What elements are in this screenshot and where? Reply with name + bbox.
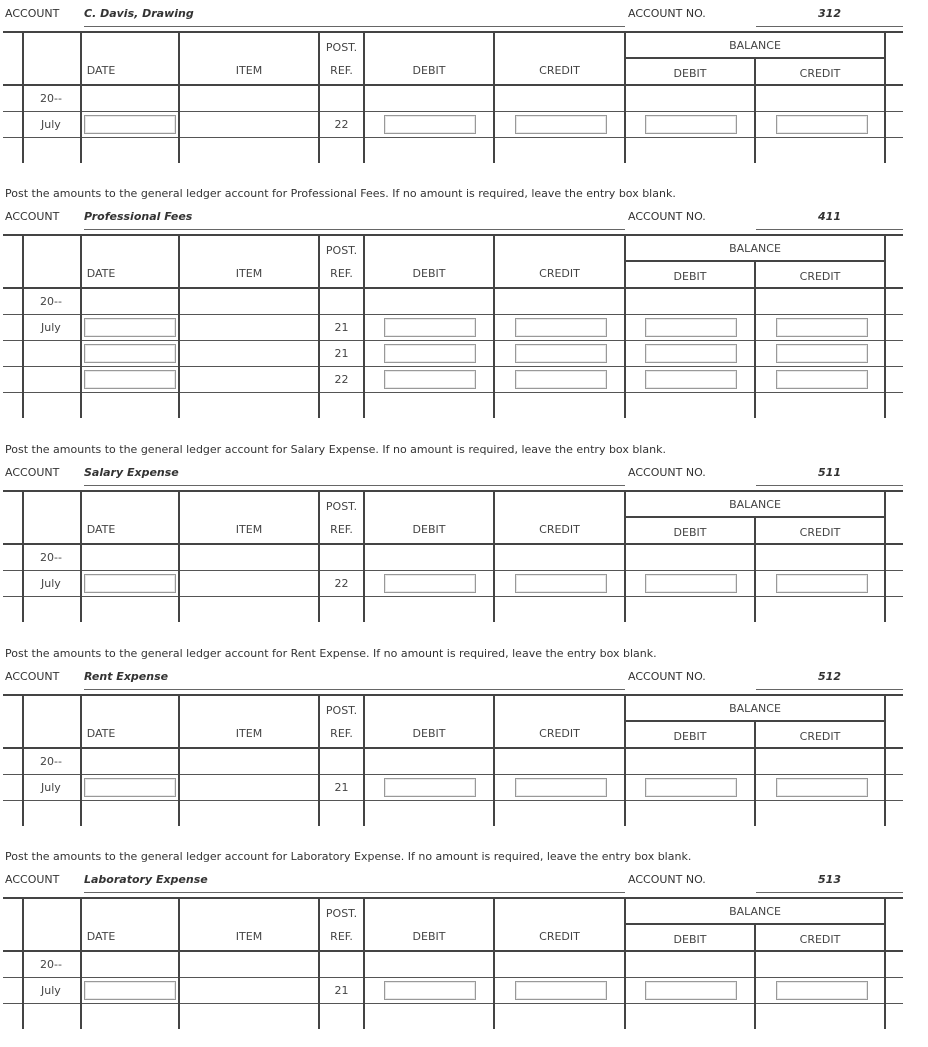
- account-name: Professional Fees: [84, 210, 193, 223]
- account-no-underline: [756, 892, 903, 893]
- account-label: ACCOUNT: [5, 466, 60, 479]
- account-label: ACCOUNT: [5, 210, 60, 223]
- account-label: ACCOUNT: [5, 873, 60, 886]
- account-number: 411: [818, 210, 841, 223]
- row-divider: [3, 111, 903, 112]
- header-item: ITEM: [235, 64, 263, 77]
- credit-input[interactable]: [515, 318, 607, 337]
- year-cell: 20--: [40, 755, 62, 768]
- instruction-text: Post the amounts to the general ledger account for Rent Expense. If no amount is required, leave the entry box blank.: [5, 647, 657, 660]
- header-bottom-border: [3, 84, 903, 86]
- header-debit: DEBIT: [412, 930, 446, 943]
- balance-debit-input[interactable]: [645, 574, 737, 593]
- col-divider: [178, 490, 180, 622]
- header-post: POST.: [325, 907, 358, 920]
- account-name-underline: [84, 485, 625, 486]
- header-ref: REF.: [330, 523, 353, 536]
- col-divider: [22, 490, 24, 622]
- table-top-border: [3, 490, 903, 492]
- header-balance: BALANCE: [729, 498, 781, 511]
- row-divider: [3, 314, 903, 315]
- account-no-underline: [756, 26, 903, 27]
- col-divider: [80, 897, 82, 1029]
- row-divider: [3, 340, 903, 341]
- balance-debit-input[interactable]: [645, 981, 737, 1000]
- col-divider: [80, 234, 82, 418]
- year-cell: 20--: [40, 958, 62, 971]
- header-date: DATE: [86, 727, 116, 740]
- day-input[interactable]: [84, 318, 176, 337]
- header-balance-credit: CREDIT: [799, 933, 841, 946]
- header-balance-credit: CREDIT: [799, 67, 841, 80]
- month-cell: July: [41, 118, 61, 131]
- post-ref-value: 21: [334, 347, 349, 360]
- col-divider: [178, 234, 180, 418]
- balance-debit-input[interactable]: [645, 370, 737, 389]
- header-balance: BALANCE: [729, 702, 781, 715]
- header-debit: DEBIT: [412, 523, 446, 536]
- col-divider: [624, 234, 626, 418]
- month-cell: July: [41, 321, 61, 334]
- post-ref-value: 22: [334, 577, 349, 590]
- header-balance: BALANCE: [729, 905, 781, 918]
- credit-input[interactable]: [515, 115, 607, 134]
- header-balance: BALANCE: [729, 39, 781, 52]
- col-divider: [80, 490, 82, 622]
- account-name: Rent Expense: [84, 670, 169, 683]
- debit-input[interactable]: [384, 115, 476, 134]
- account-label: ACCOUNT: [5, 670, 60, 683]
- header-balance-credit: CREDIT: [799, 730, 841, 743]
- credit-input[interactable]: [515, 981, 607, 1000]
- header-bottom-border: [3, 543, 903, 545]
- header-balance: BALANCE: [729, 242, 781, 255]
- balance-credit-input[interactable]: [776, 778, 868, 797]
- account-name-underline: [84, 892, 625, 893]
- credit-input[interactable]: [515, 778, 607, 797]
- header-balance-debit: DEBIT: [673, 933, 707, 946]
- row-divider: [3, 570, 903, 571]
- header-ref: REF.: [330, 64, 353, 77]
- balance-credit-input[interactable]: [776, 981, 868, 1000]
- year-cell: 20--: [40, 295, 62, 308]
- instruction-text: Post the amounts to the general ledger account for Salary Expense. If no amount is required, leave the entry box blank.: [5, 443, 666, 456]
- row-divider: [3, 774, 903, 775]
- account-no-label: ACCOUNT NO.: [628, 466, 706, 479]
- account-no-label: ACCOUNT NO.: [628, 7, 706, 20]
- day-input[interactable]: [84, 981, 176, 1000]
- header-balance-debit: DEBIT: [673, 526, 707, 539]
- account-header: [0, 0, 903, 26]
- header-ref: REF.: [330, 727, 353, 740]
- col-divider: [178, 31, 180, 163]
- instruction-text: Post the amounts to the general ledger account for Professional Fees. If no amount is required, leave the entry box blank.: [5, 187, 676, 200]
- balance-credit-input[interactable]: [776, 370, 868, 389]
- col-divider: [22, 31, 24, 163]
- table-top-border: [3, 897, 903, 899]
- debit-input[interactable]: [384, 370, 476, 389]
- account-number: 512: [818, 670, 841, 683]
- account-no-label: ACCOUNT NO.: [628, 873, 706, 886]
- year-cell: 20--: [40, 92, 62, 105]
- row-divider: [3, 977, 903, 978]
- post-ref-value: 21: [334, 321, 349, 334]
- header-debit: DEBIT: [412, 267, 446, 280]
- row-divider: [3, 596, 903, 597]
- account-name-underline: [84, 26, 625, 27]
- table-top-border: [3, 31, 903, 33]
- header-date: DATE: [86, 64, 116, 77]
- balance-debit-input[interactable]: [645, 778, 737, 797]
- header-post: POST.: [325, 244, 358, 257]
- header-balance-debit: DEBIT: [673, 270, 707, 283]
- debit-input[interactable]: [384, 318, 476, 337]
- account-number: 511: [818, 466, 841, 479]
- account-no-underline: [756, 689, 903, 690]
- col-divider: [178, 694, 180, 826]
- credit-input[interactable]: [515, 574, 607, 593]
- header-credit: CREDIT: [539, 930, 580, 943]
- header-post: POST.: [325, 41, 358, 54]
- debit-input[interactable]: [384, 778, 476, 797]
- header-balance-credit: CREDIT: [799, 526, 841, 539]
- header-credit: CREDIT: [539, 64, 580, 77]
- header-bottom-border: [3, 287, 903, 289]
- day-input[interactable]: [84, 778, 176, 797]
- credit-input[interactable]: [515, 370, 607, 389]
- day-input[interactable]: [84, 574, 176, 593]
- day-input[interactable]: [84, 344, 176, 363]
- balance-debit-input[interactable]: [645, 344, 737, 363]
- account-name: C. Davis, Drawing: [84, 7, 194, 20]
- debit-input[interactable]: [384, 344, 476, 363]
- table-top-border: [3, 694, 903, 696]
- account-no-underline: [756, 229, 903, 230]
- header-item: ITEM: [235, 930, 263, 943]
- instruction-text: Post the amounts to the general ledger account for Laboratory Expense. If no amount is required, leave the entry box blank.: [5, 850, 692, 863]
- account-name-underline: [84, 689, 625, 690]
- header-credit: CREDIT: [539, 523, 580, 536]
- balance-credit-input[interactable]: [776, 318, 868, 337]
- account-no-label: ACCOUNT NO.: [628, 670, 706, 683]
- header-ref: REF.: [330, 930, 353, 943]
- header-item: ITEM: [235, 523, 263, 536]
- post-ref-value: 21: [334, 984, 349, 997]
- header-balance-debit: DEBIT: [673, 67, 707, 80]
- row-divider: [3, 137, 903, 138]
- year-cell: 20--: [40, 551, 62, 564]
- post-ref-value: 22: [334, 373, 349, 386]
- row-divider: [3, 1003, 903, 1004]
- header-ref: REF.: [330, 267, 353, 280]
- balance-credit-input[interactable]: [776, 115, 868, 134]
- col-divider: [493, 234, 495, 418]
- account-no-label: ACCOUNT NO.: [628, 210, 706, 223]
- account-label: ACCOUNT: [5, 7, 60, 20]
- col-divider: [493, 694, 495, 826]
- account-header: [0, 663, 903, 689]
- balance-debit-input[interactable]: [645, 318, 737, 337]
- header-balance-credit: CREDIT: [799, 270, 841, 283]
- header-item: ITEM: [235, 267, 263, 280]
- account-number: 312: [818, 7, 841, 20]
- header-bottom-border: [3, 747, 903, 749]
- debit-input[interactable]: [384, 574, 476, 593]
- header-debit: DEBIT: [412, 64, 446, 77]
- header-date: DATE: [86, 930, 116, 943]
- month-cell: July: [41, 984, 61, 997]
- row-divider: [3, 392, 903, 393]
- col-divider: [22, 694, 24, 826]
- header-date: DATE: [86, 267, 116, 280]
- row-divider: [3, 800, 903, 801]
- row-divider: [3, 366, 903, 367]
- table-top-border: [3, 234, 903, 236]
- credit-input[interactable]: [515, 344, 607, 363]
- header-credit: CREDIT: [539, 727, 580, 740]
- col-divider: [493, 31, 495, 163]
- col-divider: [493, 897, 495, 1029]
- day-input[interactable]: [84, 370, 176, 389]
- debit-input[interactable]: [384, 981, 476, 1000]
- post-ref-value: 21: [334, 781, 349, 794]
- col-divider: [22, 234, 24, 418]
- account-name: Laboratory Expense: [84, 873, 208, 886]
- account-number: 513: [818, 873, 841, 886]
- account-name-underline: [84, 229, 625, 230]
- header-debit: DEBIT: [412, 727, 446, 740]
- post-ref-value: 22: [334, 118, 349, 131]
- col-divider: [178, 897, 180, 1029]
- account-header: [0, 203, 903, 229]
- col-divider: [754, 261, 756, 418]
- col-divider: [22, 897, 24, 1029]
- header-post: POST.: [325, 704, 358, 717]
- account-no-underline: [756, 485, 903, 486]
- month-cell: July: [41, 577, 61, 590]
- header-item: ITEM: [235, 727, 263, 740]
- header-balance-debit: DEBIT: [673, 730, 707, 743]
- header-post: POST.: [325, 500, 358, 513]
- balance-credit-input[interactable]: [776, 574, 868, 593]
- col-divider: [80, 31, 82, 163]
- account-name: Salary Expense: [84, 466, 179, 479]
- account-header: [0, 866, 903, 892]
- header-credit: CREDIT: [539, 267, 580, 280]
- header-bottom-border: [3, 950, 903, 952]
- month-cell: July: [41, 781, 61, 794]
- day-input[interactable]: [84, 115, 176, 134]
- header-date: DATE: [86, 523, 116, 536]
- balance-debit-input[interactable]: [645, 115, 737, 134]
- account-header: [0, 459, 903, 485]
- balance-credit-input[interactable]: [776, 344, 868, 363]
- col-divider: [493, 490, 495, 622]
- col-divider: [884, 234, 886, 418]
- col-divider: [80, 694, 82, 826]
